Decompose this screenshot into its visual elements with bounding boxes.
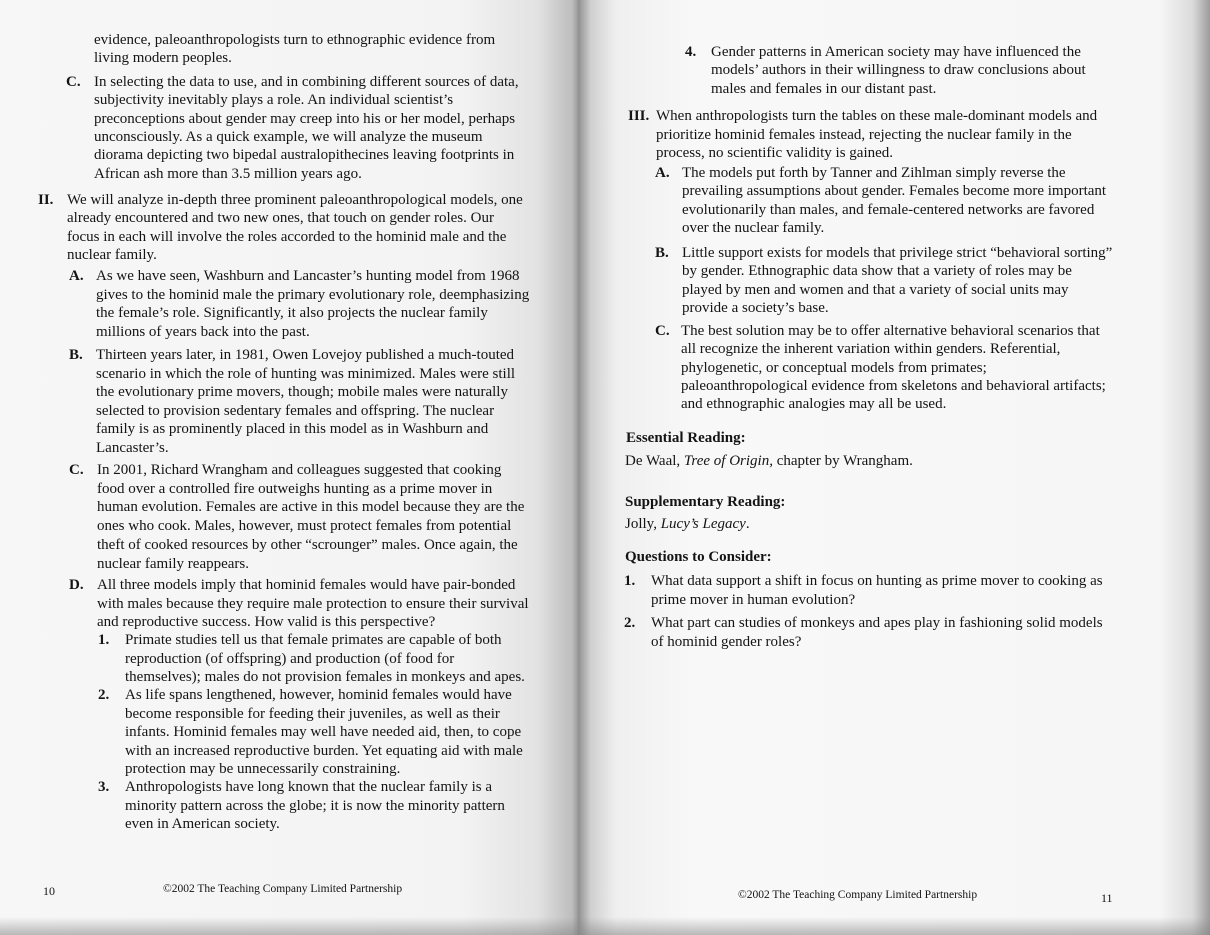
citation-author: De Waal, xyxy=(625,453,684,469)
outline-marker: A. xyxy=(69,268,84,284)
right-page xyxy=(578,0,1210,935)
outline-marker: III. xyxy=(628,108,650,124)
text-line: When anthropologists turn the tables on these male-dominant models and xyxy=(656,108,1098,124)
text-line: theft of cooked resources by other “scrounger” males. Once again, the xyxy=(97,536,518,553)
text-line: scenario in which the role of hunting was minimized. Males were still xyxy=(96,365,516,382)
outline-marker: II. xyxy=(38,192,54,208)
text-line: subjectivity inevitably plays a role. An individual scientist’s xyxy=(94,92,454,109)
outline-marker: C. xyxy=(69,462,84,478)
text-line: As life spans lengthened, however, hominid females would have xyxy=(125,687,512,703)
text-line: Lancaster’s. xyxy=(96,439,169,456)
right-page-footer: ©2002 The Teaching Company Limited Partnership xyxy=(738,889,978,901)
text-line: of hominid gender roles? xyxy=(651,633,802,650)
text-line: living modern peoples. xyxy=(94,50,232,67)
text-line: Thirteen years later, in 1981, Owen Lovejoy published a much-touted xyxy=(96,347,515,363)
right-page-number: 11 xyxy=(1101,891,1113,905)
citation-title: Tree of Origin, xyxy=(683,453,773,469)
text-line: themselves); males do not provision females in monkeys and apes. xyxy=(125,669,525,685)
outline-marker: D. xyxy=(69,577,84,593)
text-line: diorama depicting two bipedal australopithecines leaving footprints in xyxy=(94,147,515,164)
text-line: by gender. Ethnographic data show that a variety of roles may be xyxy=(682,263,1072,280)
outline-marker: 4. xyxy=(685,44,697,60)
text-line: family is as prominently placed in this model as in Washburn and xyxy=(96,421,489,437)
text-line: Primate studies tell us that female primates are capable of both xyxy=(125,632,502,648)
text-line: become responsible for feeding their juveniles, as well as their xyxy=(125,705,500,722)
text-line: prioritize hominid females instead, rejecting the nuclear family in the xyxy=(656,126,1072,143)
text-line: and reproductive success. How valid is this perspective? xyxy=(97,614,436,630)
text-line: reproduction (of offspring) and production (of food for xyxy=(125,650,455,667)
text-line: males and females in our distant past. xyxy=(711,80,937,97)
text-line: We will analyze in-depth three prominent paleoanthropological models, one xyxy=(67,192,523,208)
text-line: The best solution may be to offer alternative behavioral scenarios that xyxy=(681,323,1100,339)
text-line: nuclear family. xyxy=(67,246,157,263)
text-line: models’ authors in their willingness to draw conclusions about xyxy=(711,62,1086,79)
outline-marker: 3. xyxy=(98,779,110,795)
text-line: protection may be unnecessarily constraining. xyxy=(125,761,401,777)
text-line: process, no scientific validity is gained. xyxy=(656,145,894,161)
text-line: food over a controlled fire outweighs hunting as a prime mover in xyxy=(97,480,493,497)
text-line: the evolutionary prime movers, though; mobile males were naturally xyxy=(96,384,508,400)
text-line: preconceptions about gender may creep into his or her model, perhaps xyxy=(94,110,516,127)
outline-marker: C. xyxy=(655,323,670,339)
citation-title: Lucy’s Legacy xyxy=(660,516,746,532)
text-line: minority pattern across the globe; it is now the minority pattern xyxy=(125,797,505,814)
text-line: In 2001, Richard Wrangham and colleagues suggested that cooking xyxy=(97,462,502,478)
text-line: the female’s role. Significantly, it also projects the nuclear family xyxy=(96,305,488,322)
text-line: What part can studies of monkeys and apes play in fashioning solid models xyxy=(651,615,1103,631)
text-line: prevailing assumptions about gender. Females become more important xyxy=(682,183,1107,200)
text-line: infants. Hominid females may well have needed aid, then, to cope xyxy=(125,724,522,740)
text-line: In selecting the data to use, and in combining different sources of data, xyxy=(94,74,519,90)
text-line: prime mover in human evolution? xyxy=(651,591,856,608)
text-line: all recognize the inherent variation within genders. Referential, xyxy=(681,341,1061,358)
outline-marker: 1. xyxy=(98,632,110,648)
outline-marker: 1. xyxy=(624,573,636,589)
text-line: The models put forth by Tanner and Zihlman simply reverse the xyxy=(682,165,1066,181)
text-line: and ethnographic analogies may all be used. xyxy=(681,396,947,413)
text-line: African ash more than 3.5 million years ago. xyxy=(94,165,362,182)
text-line: unconsciously. As a quick example, we will analyze the museum xyxy=(94,128,483,145)
text-line: paleoanthropological evidence from skeletons and behavioral artifacts; xyxy=(681,377,1106,394)
outline-marker: B. xyxy=(655,245,669,261)
text-line: As we have seen, Washburn and Lancaster’s hunting model from 1968 xyxy=(96,268,520,284)
text-line: gives to the hominid male the primary evolutionary role, deemphasizing xyxy=(96,286,530,303)
supplementary-reading-citation xyxy=(625,515,750,533)
text-line: selected to provision sedentary females and offspring. The nuclear xyxy=(96,402,495,419)
essential-reading-heading: Essential Reading: xyxy=(626,430,746,446)
text-line: ones who cook. Males, however, must protect females from potential xyxy=(97,518,512,535)
text-line: played by men and women and that a variety of social units may xyxy=(682,281,1069,298)
outline-marker: C. xyxy=(66,74,81,90)
supplementary-reading-heading: Supplementary Reading: xyxy=(625,494,786,510)
text-line: Little support exists for models that privilege strict “behavioral sorting” xyxy=(682,245,1113,261)
outline-marker: A. xyxy=(655,165,670,181)
text-line: All three models imply that hominid females would have pair-bonded xyxy=(97,577,516,593)
questions-heading: Questions to Consider: xyxy=(625,549,772,565)
text-line: Gender patterns in American society may have influenced the xyxy=(711,44,1081,60)
text-line: over the nuclear family. xyxy=(682,219,825,236)
left-page-footer: ©2002 The Teaching Company Limited Partnership xyxy=(163,883,403,895)
citation-rest: . xyxy=(745,516,750,532)
text-line: focus in each will involve the roles accorded to the hominid male and the xyxy=(67,228,507,245)
text-line: What data support a shift in focus on hunting as prime mover to cooking as xyxy=(651,573,1103,589)
text-line: with an increased reproductive burden. Yet equating aid with male xyxy=(125,742,523,759)
text-line: Anthropologists have long known that the nuclear family is a xyxy=(125,779,493,795)
outline-marker: B. xyxy=(69,347,83,363)
text-line: with males because they require male protection to ensure their survival xyxy=(97,595,529,612)
left-page xyxy=(0,0,578,935)
text-line: phylogenetic, or conceptual models from primates; xyxy=(681,359,987,376)
essential-reading-citation xyxy=(625,452,913,470)
outline-marker: 2. xyxy=(624,615,636,631)
scan-shadow xyxy=(0,917,1210,935)
text-line: human evolution. Females are active in this model because they are the xyxy=(97,499,525,516)
text-line: even in American society. xyxy=(125,816,280,832)
text-line: millions of years back into the past. xyxy=(96,324,310,341)
page-edge xyxy=(1194,0,1210,935)
outline-marker: 2. xyxy=(98,687,110,703)
text-line: evidence, paleoanthropologists turn to ethnographic evidence from xyxy=(94,32,496,48)
text-line: nuclear family reappears. xyxy=(97,555,249,572)
text-line: provide a society’s base. xyxy=(682,299,829,316)
left-page-number: 10 xyxy=(43,884,55,898)
text-line: already encountered and two new ones, that touch on gender roles. Our xyxy=(67,210,494,227)
citation-rest: chapter by Wrangham. xyxy=(772,453,913,469)
text-line: evolutionarily than males, and female-centered networks are favored xyxy=(682,201,1095,218)
citation-author: Jolly, xyxy=(625,516,661,532)
